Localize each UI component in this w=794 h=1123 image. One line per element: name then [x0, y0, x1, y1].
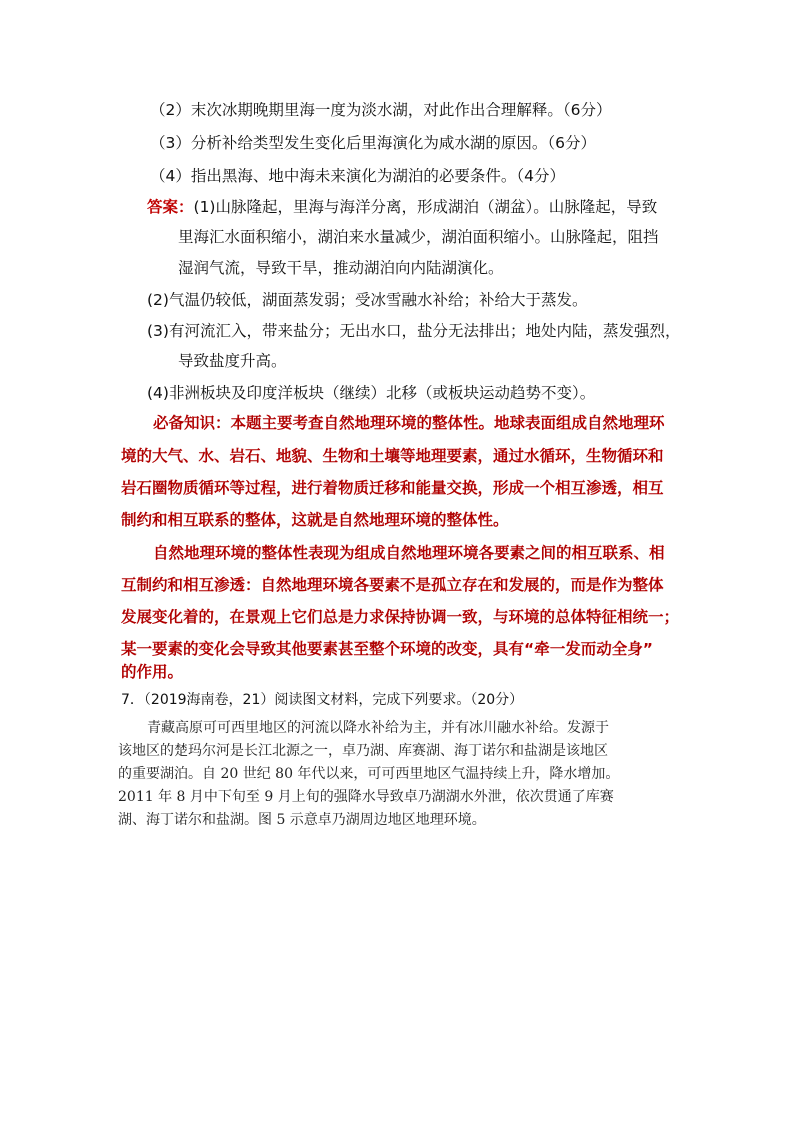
- answer-line-7: (4)非洲板块及印度洋板块（继续）北移（或板块运动趋势不变）。: [147, 384, 596, 402]
- knowledge-line-9: 的作用。: [121, 663, 184, 681]
- knowledge-line-3: 岩石圈物质循环等过程，进行着物质迁移和能量交换，形成一个相互渗透，相互: [121, 479, 664, 497]
- answer-line-6: 导致盐度升高。: [178, 352, 287, 370]
- q7-text-2: 该地区的楚玛尔河是长江北源之一，卓乃湖、库赛湖、海丁诺尔和盐湖是该地区: [118, 743, 608, 759]
- answer-line-1: [147, 197, 657, 217]
- knowledge-line-2: 境的大气、水、岩石、地貌、生物和土壤等地理要素，通过水循环，生物循环和: [121, 447, 664, 465]
- q7-text-3: 的重要湖泊。自 20 世纪 80 年代以来，可可西里地区气温持续上升，降水增加。: [118, 766, 620, 782]
- question-2: （2）末次冰期晚期里海一度为淡水湖，对此作出合理解释。（6分）: [150, 101, 612, 119]
- knowledge-line-8: 某一要素的变化会导致其他要素甚至整个环境的改变，具有“牵一发而动全身”: [121, 640, 653, 658]
- knowledge-line-5: 自然地理环境的整体性表现为组成自然地理环境各要素之间的相互联系、相: [153, 544, 665, 562]
- q7-text-4: 2011 年 8 月中下旬至 9 月上旬的强降水导致卓乃湖湖水外泄，依次贯通了库赛: [118, 789, 614, 805]
- knowledge-line-7: 发展变化着的，在景观上它们总是力求保持协调一致，与环境的总体特征相统一；: [121, 608, 680, 626]
- answer-line-3: 湿润气流，导致干旱，推动湖泊向内陆湖演化。: [178, 259, 504, 277]
- answer-line-4: (2)气温仍较低，湖面蒸发弱；受冰雪融水补给；补给大于蒸发。: [147, 291, 588, 309]
- answer-line-2: 里海汇水面积缩小，湖泊来水量减少，湖泊面积缩小。山脉隆起，阻挡: [178, 228, 659, 246]
- answer-text-1: (1)山脉隆起，里海与海洋分离，形成湖泊（湖盆）。山脉隆起，导致: [193, 198, 658, 216]
- answer-label: 答案：: [147, 198, 194, 216]
- q7-text-5: 湖、海丁诺尔和盐湖。图 5 示意卓乃湖周边地区地理环境。: [118, 812, 486, 828]
- q7-text-1: 青藏高原可可西里地区的河流以降水补给为主，并有冰川融水补给。发源于: [147, 720, 609, 736]
- knowledge-line-1: 必备知识：本题主要考查自然地理环境的整体性。地球表面组成自然地理环: [153, 414, 665, 432]
- answer-line-5: (3)有河流汇入，带来盐分；无出水口，盐分无法排出；地处内陆，蒸发强烈，: [147, 322, 681, 340]
- question-4: （4）指出黑海、地中海未来演化为湖泊的必要条件。（4分）: [150, 167, 565, 185]
- q7-header: 7．（2019海南卷，21）阅读图文材料，完成下列要求。（20分）: [121, 692, 524, 708]
- knowledge-line-4: 制约和相互联系的整体，这就是自然地理环境的整体性。: [121, 511, 509, 529]
- knowledge-line-6: 互制约和相互渗透：自然地理环境各要素不是孤立存在和发展的，而是作为整体: [121, 576, 664, 594]
- question-3: （3）分析补给类型发生变化后里海演化为咸水湖的原因。（6分）: [150, 134, 596, 152]
